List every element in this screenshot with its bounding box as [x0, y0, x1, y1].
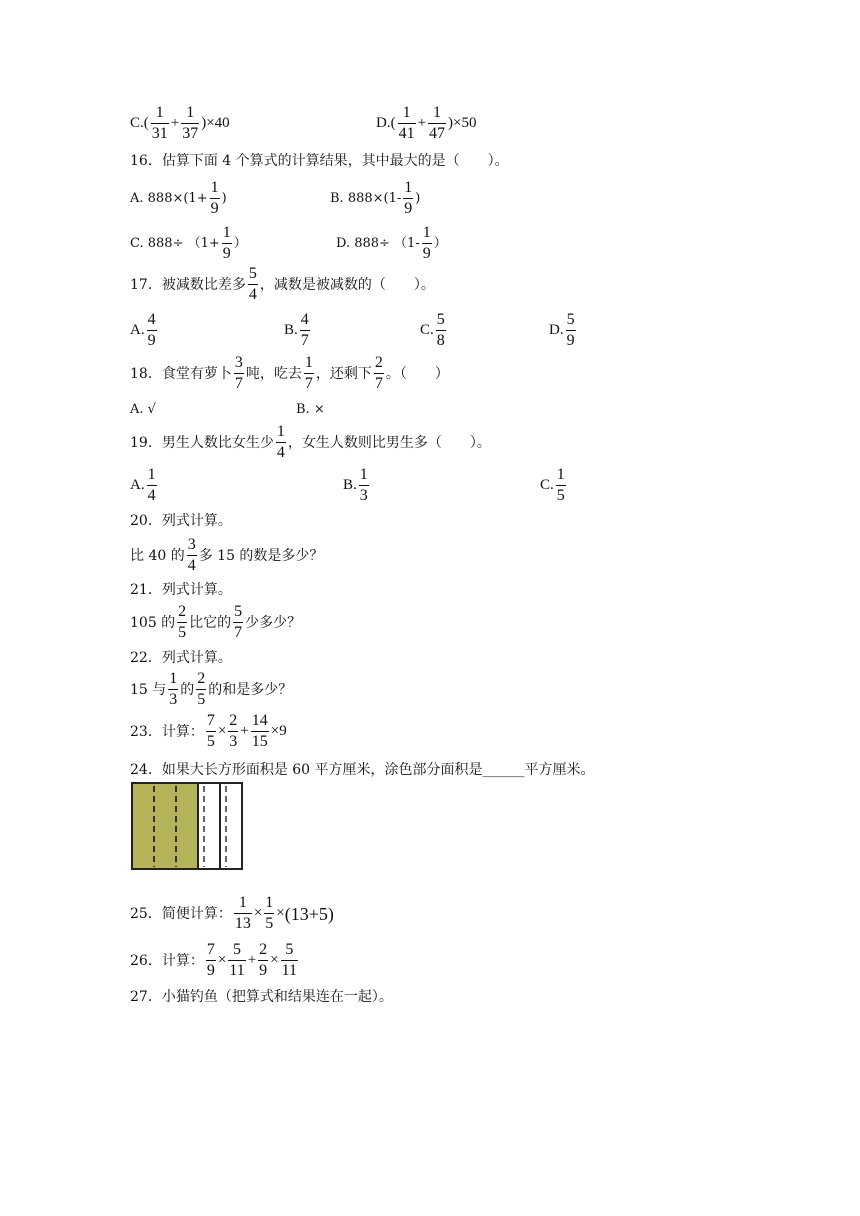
- fraction: $\frac{2}{5}$: [197, 670, 206, 708]
- q16-question: 16．估算下面 4 个算式的计算结果，其中最大的是（ ）。: [130, 153, 509, 169]
- q18-option-b: B. ×: [296, 402, 325, 417]
- fraction: $\frac{1}{9}$: [222, 224, 231, 262]
- q21-body: 105 的 $\frac{2}{5}$ 比它的 $\frac{5}{7}$ 少多少？: [130, 603, 302, 641]
- fraction: $\frac{1}{4}$: [147, 466, 156, 504]
- q18-option-a: A. √: [130, 402, 156, 417]
- fraction: $\frac{1}{47}$: [429, 104, 446, 142]
- fraction: $\frac{1}{31}$: [151, 104, 168, 142]
- shaded-region: [132, 783, 198, 869]
- fraction: $\frac{5}{9}$: [566, 311, 575, 349]
- q19-question: 19．男生人数比女生少 $\frac{1}{4}$ ，女生人数则比男生多（ ）。: [130, 423, 491, 461]
- q25-body: 25．简便计算： $\frac{1}{13}$ × $\frac{1}{5}$ × (13+5): [130, 894, 334, 932]
- fraction: $\frac{1}{5}$: [265, 894, 274, 932]
- q15-option-c: C.( $\frac{1}{31}$ + $\frac{1}{37}$ )×40: [130, 104, 230, 142]
- fraction: $\frac{3}{7}$: [234, 354, 243, 392]
- fraction: $\frac{4}{7}$: [300, 311, 309, 349]
- q18-question: 18．食堂有萝卜 $\frac{3}{7}$ 吨，吃去 $\frac{1}{7}$ ，还剩下 $\frac{2}{7}$ 。（ ）: [130, 354, 449, 392]
- fraction: $\frac{2}{9}$: [259, 941, 268, 979]
- fraction: $\frac{3}{4}$: [187, 536, 196, 574]
- q17-question: 17．被减数比差多 $\frac{5}{4}$ ，减数是被减数的（ ）。: [130, 265, 435, 303]
- q20-title: 20．列式计算。: [130, 513, 232, 529]
- fraction: $\frac{5}{7}$: [234, 603, 243, 641]
- q16-option-a: A. 888×(1+ $\frac{1}{9}$ ): [130, 179, 227, 217]
- fraction: $\frac{2}{3}$: [229, 712, 238, 750]
- fraction: $\frac{1}{37}$: [182, 104, 199, 142]
- q20-body: 比 40 的 $\frac{3}{4}$ 多 15 的数是多少？: [130, 536, 324, 574]
- q26-body: 26．计算： $\frac{7}{9}$ × $\frac{5}{11}$ + $\frac{2}{9}$ × $\frac{5}{11}$: [130, 941, 298, 979]
- fraction: $\frac{1}{3}$: [169, 670, 178, 708]
- fraction: $\frac{5}{11}$: [281, 941, 298, 979]
- q27-question: 27．小猫钓鱼（把算式和结果连在一起）。: [130, 989, 393, 1005]
- q17-option-a: A. $\frac{4}{9}$: [130, 311, 156, 349]
- fraction: $\frac{4}{9}$: [147, 311, 156, 349]
- q15-option-d: D.( $\frac{1}{41}$ + $\frac{1}{47}$ )×50: [376, 104, 477, 142]
- fraction: $\frac{5}{8}$: [436, 311, 445, 349]
- fraction: $\frac{1}{7}$: [304, 354, 313, 392]
- q22-title: 22．列式计算。: [130, 650, 232, 666]
- fraction: $\frac{14}{15}$: [251, 712, 268, 750]
- fraction: $\frac{1}{3}$: [359, 466, 368, 504]
- q19-option-b: B. $\frac{1}{3}$: [343, 466, 368, 504]
- fraction: $\frac{2}{7}$: [374, 354, 383, 392]
- q24-question: 24．如果大长方形面积是 60 平方厘米，涂色部分面积是______平方厘米。: [130, 762, 595, 778]
- fraction: $\frac{1}{13}$: [234, 894, 251, 932]
- q16-option-b: B. 888×(1- $\frac{1}{9}$ ): [330, 179, 421, 217]
- fraction: $\frac{5}{11}$: [229, 941, 245, 979]
- q17-option-b: B. $\frac{4}{7}$: [284, 311, 309, 349]
- fraction: $\frac{7}{5}$: [206, 712, 215, 750]
- q19-option-a: A. $\frac{1}{4}$: [130, 466, 156, 504]
- q17-option-d: D. $\frac{5}{9}$: [549, 311, 575, 349]
- fraction: $\frac{1}{9}$: [404, 179, 413, 217]
- q16-option-d: D. 888÷ （1- $\frac{1}{9}$ ）: [336, 224, 447, 262]
- q16-option-c: C. 888÷ （1+ $\frac{1}{9}$ ）: [130, 224, 247, 262]
- fraction: $\frac{1}{5}$: [556, 466, 565, 504]
- q19-option-c: C. $\frac{1}{5}$: [540, 466, 565, 504]
- q22-body: 15 与 $\frac{1}{3}$ 的 $\frac{2}{5}$ 的和是多少？: [130, 670, 293, 708]
- fraction: $\frac{1}{41}$: [398, 104, 415, 142]
- q17-option-c: C. $\frac{5}{8}$: [420, 311, 445, 349]
- fraction: $\frac{5}{4}$: [248, 265, 257, 303]
- q23-body: 23．计算： $\frac{7}{5}$ × $\frac{2}{3}$ + $\frac{14}{15}$ ×9: [130, 712, 287, 750]
- fraction: $\frac{1}{4}$: [276, 423, 285, 461]
- fraction: $\frac{7}{9}$: [206, 941, 215, 979]
- fraction: $\frac{1}{9}$: [210, 179, 219, 217]
- fraction: $\frac{1}{9}$: [422, 224, 431, 262]
- q21-title: 21．列式计算。: [130, 582, 232, 598]
- fraction: $\frac{2}{5}$: [178, 603, 187, 641]
- shaded-rectangle-figure: [131, 782, 243, 870]
